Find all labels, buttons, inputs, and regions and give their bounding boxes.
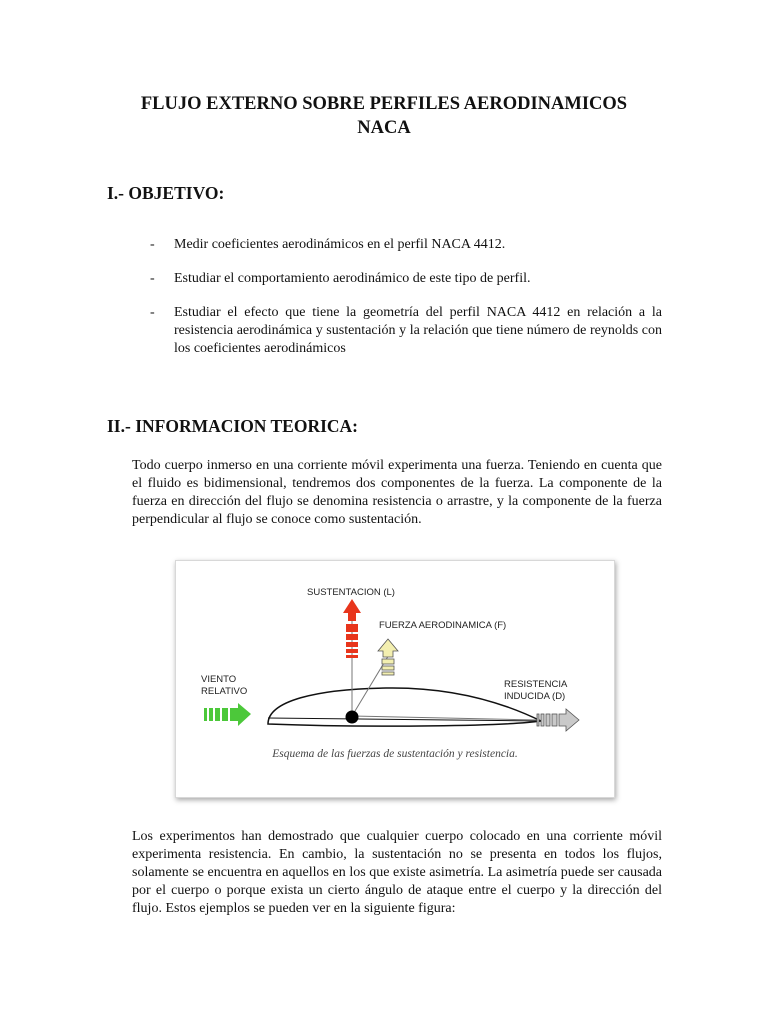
objective-list: [150, 236, 662, 374]
lift-arrow: [343, 599, 361, 658]
pressure-center-dot: [346, 711, 359, 724]
list-bullet: -: [150, 237, 155, 252]
forces-diagram: [176, 561, 614, 797]
lift-arrow-segment: [346, 649, 358, 653]
list-bullet: -: [150, 305, 155, 320]
lift-arrow-segment: [346, 634, 358, 640]
drag-arrow-segment: [546, 714, 550, 726]
list-item: [150, 270, 662, 288]
list-item: [150, 236, 662, 254]
lift-arrow-segment: [346, 655, 358, 658]
list-item: [150, 304, 662, 358]
force-arrow-head: [378, 639, 398, 657]
wind-arrow-segment: [204, 708, 207, 721]
label-wind-line-1: VIENTO: [201, 674, 237, 685]
label-drag-line-2: INDUCIDA (D): [504, 691, 566, 702]
list-item-text: Estudiar el efecto que tiene la geometría del perfil NACA 4412 en relación a la resistencia aerodinámica y sustentación y la relación que tiene número de reynolds con los coeficientes aerodinámicos: [174, 305, 662, 356]
paragraph-experiments: Los experimentos han demostrado que cualquier cuerpo colocado en una corriente móvil experimenta resistencia. En cambio, la sustentación no se presenta en todos los flujos, solamente se encuentra en aquellos en los que existe asimetría. La asimetría puede ser causada por el cuerpo o porque exista un cierto ángulo de ataque entre el cuerpo y la dirección del flujo. Estos ejemplos se pueden ver en la siguiente figura:: [132, 829, 662, 916]
label-drag-line-1: RESISTENCIA: [504, 679, 568, 690]
lift-arrow-head: [343, 599, 361, 621]
label-force: FUERZA AERODINAMICA (F): [379, 620, 507, 631]
wind-arrow-head: [230, 703, 251, 726]
list-bullet: -: [150, 271, 155, 286]
force-arrow-segment: [382, 659, 394, 664]
wind-arrow-segment: [222, 708, 228, 721]
wind-arrow-segment: [215, 708, 220, 721]
document-title: [0, 92, 768, 140]
forces-diagram-figure: [175, 560, 615, 798]
paragraph-intro: Todo cuerpo inmerso en una corriente móvil experimenta una fuerza. Teniendo en cuenta que el fluido es bidimensional, tendremos dos componentes de la fuerza. La componente de la fuerza en dirección del flujo se denomina resistencia o arrastre, y la componente de la fuerza perpendicular al flujo se conoce como sustentación.: [132, 458, 662, 527]
list-item-text: Estudiar el comportamiento aerodinámico de este tipo de perfil.: [174, 271, 531, 286]
figure-caption: Esquema de las fuerzas de sustentación y resistencia.: [272, 748, 518, 760]
wind-arrow: [204, 703, 251, 726]
section-heading-informacion-teorica: II.- INFORMACION TEORICA:: [107, 416, 359, 436]
drag-arrow-segment: [552, 714, 557, 726]
label-wind-line-2: RELATIVO: [201, 686, 248, 697]
drag-arrow-segment: [541, 714, 544, 726]
wind-arrow-segment: [209, 708, 213, 721]
drag-arrow-head: [559, 709, 579, 731]
drag-arrow: [537, 709, 579, 731]
title-line-1: FLUJO EXTERNO SOBRE PERFILES AERODINAMICOS: [140, 94, 628, 114]
force-arrow-segment: [382, 666, 394, 670]
drag-arrow-segment: [537, 714, 539, 726]
list-item-text: Medir coeficientes aerodinámicos en el perfil NACA 4412.: [174, 237, 506, 252]
lift-arrow-segment: [346, 642, 358, 647]
label-lift: SUSTENTACION (L): [307, 587, 395, 598]
title-line-2: NACA: [357, 118, 411, 138]
section-heading-objetivo: I.- OBJETIVO:: [107, 183, 225, 203]
force-arrow-segment: [382, 672, 394, 675]
lift-arrow-segment: [346, 624, 358, 632]
force-arrow: [378, 639, 398, 675]
